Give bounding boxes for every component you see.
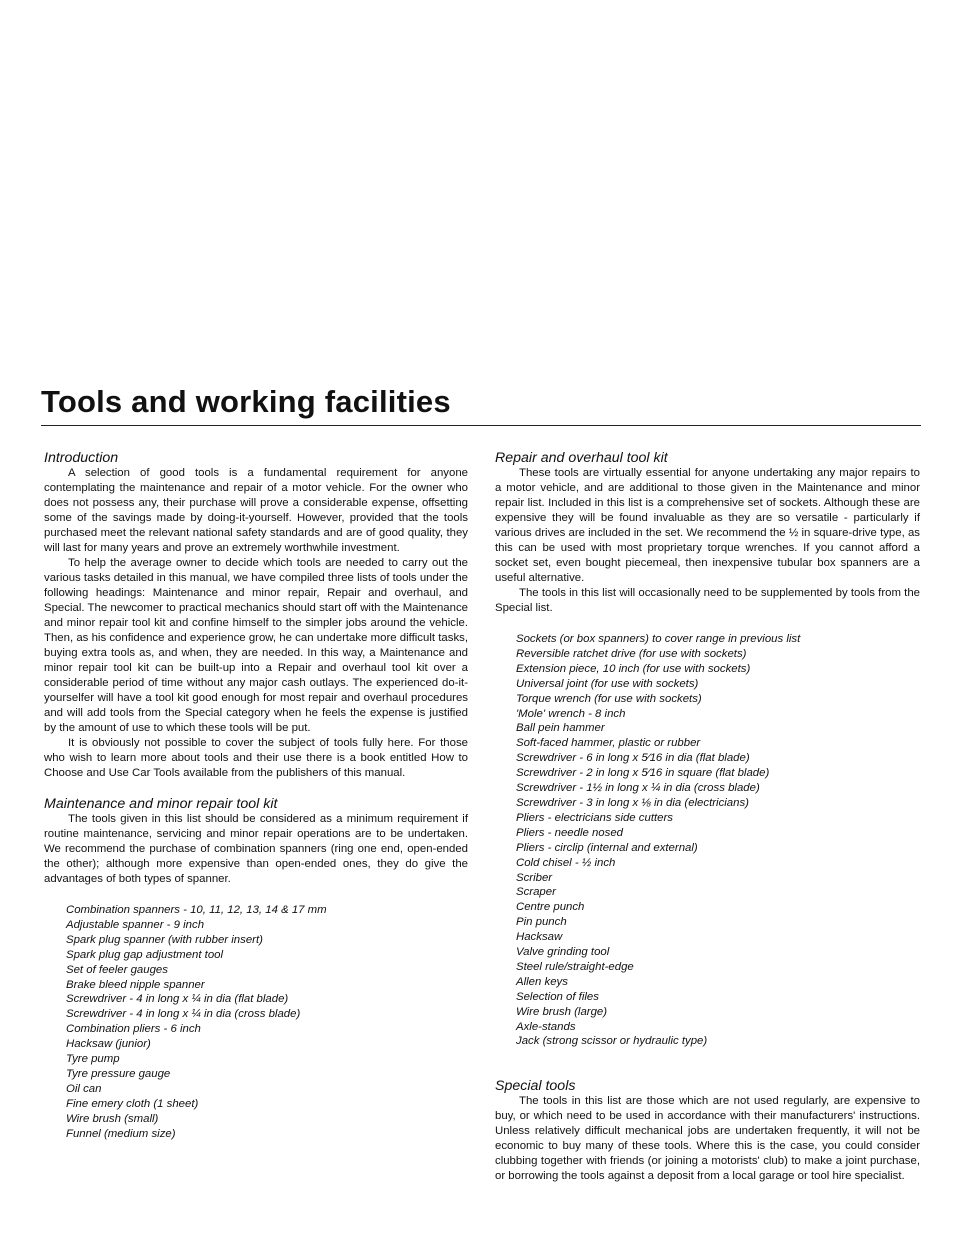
maintenance-section [44,796,468,1142]
list-item: Screwdriver - 2 in long x 5⁄16 in square (flat blade) [516,767,770,780]
repair-overhaul-paragraph-2: The tools in this list will occasionally need to be supplemented by tools from the Special list. [495,587,920,614]
introduction-paragraph-2: To help the average owner to decide which tools are needed to carry out the various tasks detailed in this manual, we have compiled three lists of tools under the following headings: Maintenance and minor repair, Repair and overhaul, and Special. The newcomer to practical mechanics should start off with the Maintenance and minor repair tool kit and confine himself to the simpler jobs around the vehicle. Then, as his confidence and experience grow, he can undertake more difficult tasks, buying extra tools as, and when, they are needed. In this way, a Maintenance and minor repair tool kit can be built-up into a Repair and overhaul tool kit over a considerable period of time without any major cash outlays. The experienced do-it-yourselfer will have a tool kit good enough for most repair and overhaul procedures and will add tools from the Special category when he feels the expense is justified by the amount of use to which these tools will be put. [44,557,468,734]
maintenance-heading: Maintenance and minor repair tool kit [44,796,278,812]
list-item: Pliers - electricians side cutters [516,811,673,824]
list-item: Scraper [516,886,556,899]
list-item: Wire brush (small) [66,1112,159,1125]
list-item: Allen keys [516,975,568,988]
list-item: Axle-stands [516,1020,576,1033]
list-item: Screwdriver - 3 in long x ⅛ in dia (electricians) [516,796,749,809]
list-item: Combination pliers - 6 inch [66,1023,201,1036]
list-item: Pliers - circlip (internal and external) [516,841,698,854]
maintenance-paragraph: The tools given in this list should be considered as a minimum requirement if routine maintenance, servicing and minor repair operations are to be undertaken. We recommend the purchase of combination spanners (ring one end, open-ended the other); although more expensive than open-ended ones, they do give the advantages of both types of spanner. [44,813,468,885]
list-item: Wire brush (large) [516,1005,608,1018]
list-item: Torque wrench (for use with sockets) [516,692,702,705]
list-item: Brake bleed nipple spanner [66,978,205,991]
list-item: Extension piece, 10 inch (for use with sockets) [516,662,751,675]
list-item: Soft-faced hammer, plastic or rubber [516,737,701,750]
list-item: Scriber [516,871,553,884]
introduction-heading: Introduction [44,450,119,466]
repair-overhaul-section [495,450,920,1049]
list-item: Fine emery cloth (1 sheet) [66,1097,199,1110]
list-item: Hacksaw (junior) [66,1038,151,1051]
special-tools-paragraph: The tools in this list are those which are not used regularly, are expensive to buy, or which need to be used in accordance with their manufacturers' instructions. Unless relatively difficult mechanical jobs are undertaken frequently, it will not be economic to buy many of these tools. Where this is the case, you could consider clubbing together with friends (or joining a motorists' club) to make a joint purchase, or borrowing the tools against a deposit from a local garage or tool hire specialist. [495,1095,920,1183]
introduction-section [44,450,468,781]
left-column [44,450,468,1142]
list-item: Selection of files [516,990,599,1003]
list-item: Oil can [66,1082,102,1095]
repair-overhaul-tool-list [516,632,920,1049]
page-title: Tools and working facilities [41,384,921,426]
list-item: Ball pein hammer [516,722,605,735]
list-item: Universal joint (for use with sockets) [516,677,699,690]
list-item: Set of feeler gauges [66,963,168,976]
list-item: Spark plug spanner (with rubber insert) [66,933,263,946]
list-item: Adjustable spanner - 9 inch [66,918,205,931]
introduction-paragraph-3: It is obviously not possible to cover the subject of tools fully here. For those who wish to learn more about tools and their use there is a book entitled How to Choose and Use Car Tools available from the publishers of this manual. [44,737,468,779]
special-tools-heading: Special tools [495,1078,576,1095]
repair-overhaul-paragraph-1: These tools are virtually essential for anyone undertaking any major repairs to a motor vehicle, and are additional to those given in the Maintenance and minor repair list. Included in this list is a comprehensive set of sockets. Although these are expensive they will be found invaluable as they are so versatile - particularly if various drives are included in the set. We recommend the ½ in square-drive type, as this can be used with most proprietary torque wrenches. If you cannot afford a socket set, even bought piecemeal, then inexpensive tubular box spanners are a useful alternative. [495,467,920,584]
list-item: Screwdriver - 4 in long x ¼ in dia (cross blade) [66,1008,301,1021]
list-item: Screwdriver - 4 in long x ¼ in dia (flat blade) [66,993,289,1006]
maintenance-tool-list [66,903,468,1142]
list-item: Valve grinding tool [516,946,610,959]
repair-overhaul-heading: Repair and overhaul tool kit [495,450,668,466]
list-item: Hacksaw [516,931,563,944]
list-item: Funnel (medium size) [66,1127,176,1140]
list-item: Pliers - needle nosed [516,826,624,839]
list-item: Steel rule/straight-edge [516,960,634,973]
list-item: Cold chisel - ½ inch [516,856,616,869]
list-item: Screwdriver - 6 in long x 5⁄16 in dia (flat blade) [516,752,750,765]
introduction-paragraph-1: A selection of good tools is a fundamental requirement for anyone contemplating the maintenance and repair of a motor vehicle. For the owner who does not possess any, their purchase will prove a considerable expense, offsetting some of the savings made by doing-it-yourself. However, provided that the tools purchased meet the relevant national safety standards and are of good quality, they will last for many years and prove an extremely worthwhile investment. [44,467,468,554]
list-item: Pin punch [516,916,567,929]
list-item: Centre punch [516,901,585,914]
list-item: Sockets (or box spanners) to cover range in previous list [516,633,801,645]
list-item: Spark plug gap adjustment tool [66,948,224,961]
list-item: Reversible ratchet drive (for use with sockets) [516,647,747,660]
list-item: Combination spanners - 10, 11, 12, 13, 14 & 17 mm [66,904,327,916]
right-column [495,450,920,1184]
special-tools-section [495,1078,920,1184]
list-item: Tyre pump [66,1053,120,1066]
list-item: Jack (strong scissor or hydraulic type) [516,1035,708,1048]
list-item: Screwdriver - 1½ in long x ¼ in dia (cross blade) [516,782,760,795]
list-item: Tyre pressure gauge [66,1067,171,1080]
list-item: 'Mole' wrench - 8 inch [516,707,626,720]
